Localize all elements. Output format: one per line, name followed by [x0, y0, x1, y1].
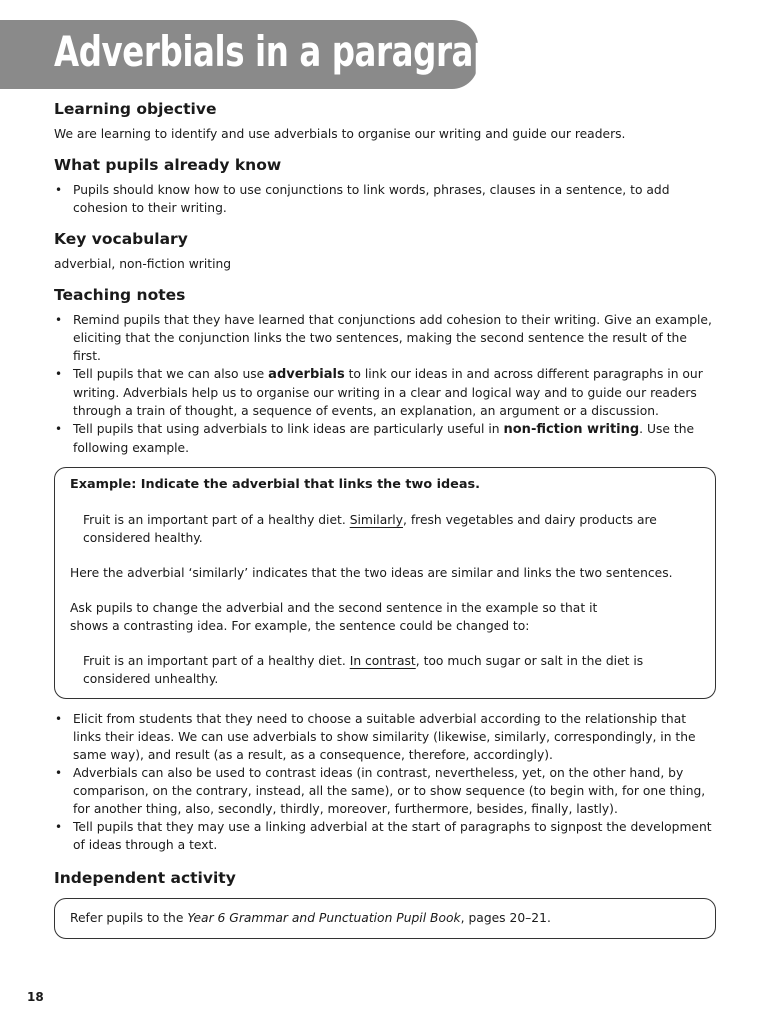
sentence-text: , too much sugar or salt in the diet is considered unhealthy. — [83, 654, 644, 686]
prior-knowledge-list — [54, 181, 716, 217]
adverbial-similarly: Similarly — [349, 513, 404, 527]
learning-objective-section — [54, 97, 716, 143]
note-text: Tell pupils that using adverbials to link ideas are particularly useful in — [73, 422, 504, 436]
more-notes-list — [54, 710, 716, 854]
example-sentence-2 — [70, 652, 701, 688]
example-sentence-1 — [70, 511, 701, 547]
book-title: Year 6 Grammar and Punctuation Pupil Book — [187, 911, 461, 925]
activity-text — [70, 909, 700, 927]
note-text: to link our ideas in and across different paragraphs in our writing. Adverbials help us to organise our writing in a clear and logical way and to guide our readers through a train of thought, a sequence of events, an explanation, an argument or a discussion. — [73, 367, 703, 418]
list-item: • Tell pupils that they may use a linking adverbial at the start of paragraphs to signpost the development of ideas through a text. — [73, 818, 716, 854]
teaching-notes-section — [54, 283, 716, 457]
sentence-text: , fresh vegetables and dairy products are considered healthy. — [83, 513, 657, 545]
key-vocabulary-section — [54, 227, 716, 273]
prior-knowledge-heading: What pupils already know — [54, 156, 282, 174]
example-explanation: Here the adverbial ‘similarly’ indicates that the two ideas are similar and links the two sentences. — [70, 566, 673, 580]
list-item — [73, 365, 716, 420]
note-text: . Use the following example. — [73, 422, 695, 455]
teaching-notes-list — [54, 311, 716, 457]
independent-activity-heading: Independent activity — [54, 869, 236, 887]
learning-objective-text: We are learning to identify and use adverbials to organise our writing and guide our readers. — [54, 127, 626, 141]
example-instruction: Ask pupils to change the adverbial and the second sentence in the example so that it shows a contrasting idea. For example, the sentence could be changed to: — [70, 601, 598, 633]
prior-knowledge-section — [54, 153, 716, 217]
key-vocabulary-text: adverbial, non-fiction writing — [54, 257, 232, 271]
page-number: 18 — [27, 990, 44, 1004]
adverbial-in-contrast: In contrast — [349, 654, 416, 668]
teaching-notes-heading: Teaching notes — [54, 286, 186, 304]
activity-box — [54, 898, 716, 939]
list-item: • Elicit from students that they need to choose a suitable adverbial according to the relationship that links their ideas. We can use adverbials to show similarity (likewise, similarly, correspondingly, in the same way), and result (as a result, as a consequence, therefore, accordingly). — [73, 710, 716, 764]
example-box — [54, 467, 716, 699]
note-text: Tell pupils that we can also use — [73, 367, 269, 381]
list-item — [73, 420, 716, 457]
list-item: • Adverbials can also be used to contrast ideas (in contrast, nevertheless, yet, on the other hand, by comparison, on the contrary, instead, all the same), or to show sequence (to begin with, for one thing, for another thing, also, secondly, thirdly, moreover, furthermore, besides, finally, lastly). — [73, 764, 716, 818]
independent-activity-section — [54, 866, 716, 939]
sentence-text: Fruit is an important part of a healthy diet. — [83, 513, 350, 527]
activity-text-part: Refer pupils to the — [70, 911, 188, 925]
key-vocabulary-heading: Key vocabulary — [54, 230, 188, 248]
page-content — [54, 97, 716, 949]
keyword-adverbials: adverbials — [268, 367, 345, 382]
more-notes-section — [54, 710, 716, 854]
list-item: • Pupils should know how to use conjunctions to link words, phrases, clauses in a sentence, to add cohesion to their writing. — [73, 181, 716, 217]
keyword-non-fiction: non-fiction writing — [503, 422, 640, 437]
sentence-text: Fruit is an important part of a healthy diet. — [83, 654, 350, 668]
activity-text-part: , pages 20–21. — [460, 911, 551, 925]
page-title: Adverbials in a paragraph — [54, 27, 519, 76]
example-heading: Example: Indicate the adverbial that links the two ideas. — [70, 477, 480, 492]
list-item: • Remind pupils that they have learned that conjunctions add cohesion to their writing. Give an example, eliciting that the conjunction links the two sentences, making the second sentence the result of the first. — [73, 311, 716, 365]
learning-objective-heading: Learning objective — [54, 100, 217, 118]
